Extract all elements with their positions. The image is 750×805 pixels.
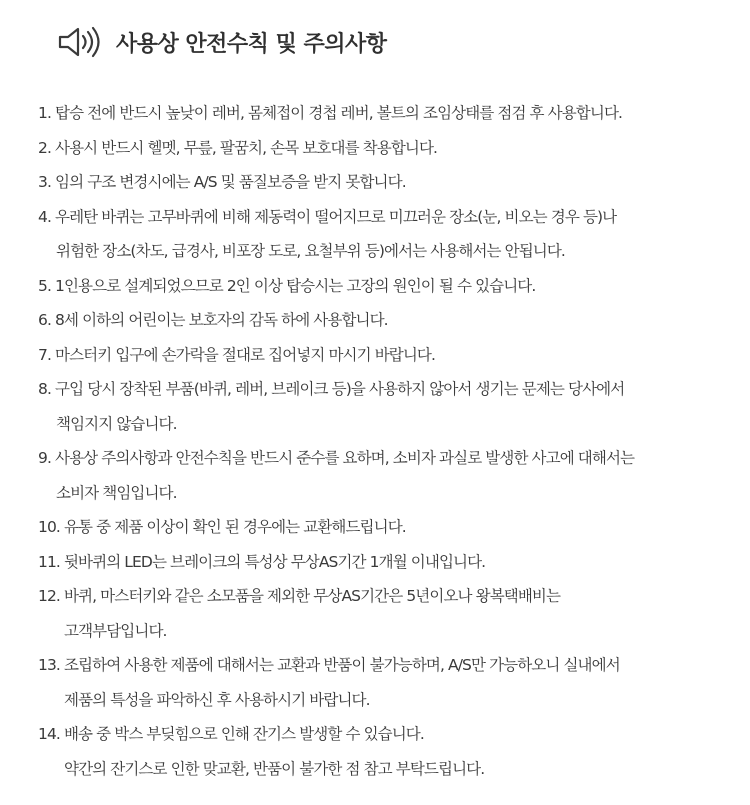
safety-rules-list — [38, 96, 738, 786]
rule-item-5 — [38, 269, 738, 304]
rule-text: 6. 8세 이하의 어린이는 보호자의 감독 하에 사용합니다. — [38, 311, 388, 329]
rule-item-1 — [38, 96, 738, 131]
rule-text: 13. 조립하여 사용한 제품에 대해서는 교환과 반품이 불가능하며, A/S만 가능하오니 실내에서 — [38, 656, 620, 674]
rule-text: 12. 바퀴, 마스터키와 같은 소모품을 제외한 무상AS기간은 5년이오나 왕복택배비는 — [38, 587, 561, 605]
rule-text: 2. 사용시 반드시 헬멧, 무릎, 팔꿈치, 손목 보호대를 착용합니다. — [38, 138, 438, 157]
rule-item-8 — [38, 372, 738, 441]
rule-text: 4. 우레탄 바퀴는 고무바퀴에 비해 제동력이 떨어지므로 미끄러운 장소(눈, 비오는 경우 등)나 — [38, 207, 617, 226]
rule-text: 7. 마스터키 입구에 손가락을 절대로 집어넣지 마시기 바랍니다. — [38, 345, 436, 364]
rule-text-continued: 위험한 장소(차도, 급경사, 비포장 도로, 요철부위 등)에서는 사용해서는 안됩니다. — [56, 242, 565, 260]
rule-item-6 — [38, 303, 738, 338]
rule-item-3 — [38, 165, 738, 200]
rule-text: 9. 사용상 주의사항과 안전수칙을 반드시 준수를 요하며, 소비자 과실로 발생한 사고에 대해서는 — [38, 449, 635, 467]
rule-text-continued: 소비자 책임입니다. — [56, 483, 177, 502]
rule-item-10 — [38, 510, 738, 545]
rule-text: 11. 뒷바퀴의 LED는 브레이크의 특성상 무상AS기간 1개월 이내입니다. — [38, 552, 486, 571]
rule-item-4 — [38, 200, 738, 269]
rule-text-continued: 고객부담입니다. — [64, 621, 167, 640]
speaker-icon — [58, 22, 108, 62]
rule-text-continued: 제품의 특성을 파악하신 후 사용하시기 바랍니다. — [64, 690, 370, 709]
rule-item-13 — [38, 648, 738, 717]
rule-item-11 — [38, 545, 738, 580]
rule-text: 14. 배송 중 박스 부딪힘으로 인해 잔기스 발생할 수 있습니다. — [38, 725, 424, 743]
rule-item-12 — [38, 579, 738, 648]
rule-item-7 — [38, 338, 738, 373]
rule-text-continued: 책임지지 않습니다. — [56, 414, 177, 433]
rule-item-2 — [38, 131, 738, 166]
rule-text: 8. 구입 당시 장착된 부품(바퀴, 레버, 브레이크 등)을 사용하지 않아서 생기는 문제는 당사에서 — [38, 380, 625, 398]
header — [58, 22, 387, 62]
page-title: 사용상 안전수칙 및 주의사항 — [116, 31, 387, 57]
rule-item-9 — [38, 441, 738, 510]
rule-text: 1. 탑승 전에 반드시 높낮이 레버, 몸체접이 경첩 레버, 볼트의 조임상태를 점검 후 사용합니다. — [38, 104, 623, 122]
rule-text: 5. 1인용으로 설계되었으므로 2인 이상 탑승시는 고장의 원인이 될 수 있습니다. — [38, 276, 536, 295]
rule-text: 10. 유통 중 제품 이상이 확인 된 경우에는 교환해드립니다. — [38, 518, 406, 536]
rule-text: 3. 임의 구조 변경시에는 A/S 및 품질보증을 받지 못합니다. — [38, 173, 406, 191]
rule-item-14 — [38, 717, 738, 786]
rule-text-continued: 약간의 잔기스로 인한 맞교환, 반품이 불가한 점 참고 부탁드립니다. — [64, 759, 485, 778]
